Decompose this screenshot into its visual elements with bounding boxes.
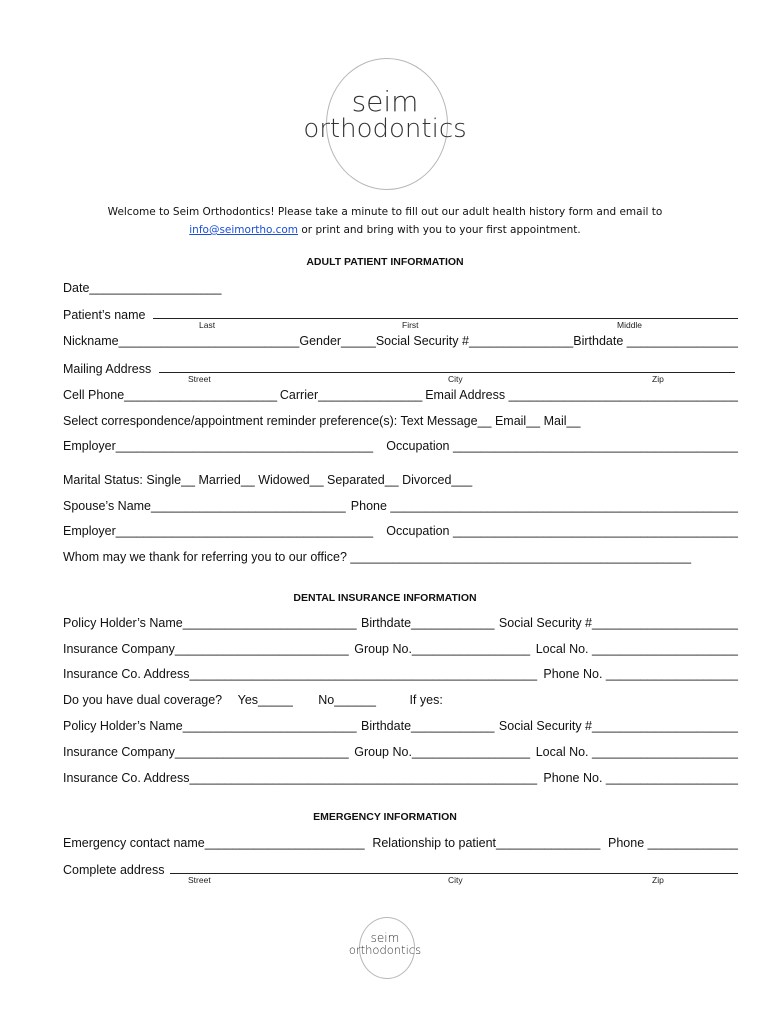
logo-word-seim: seim xyxy=(351,85,419,118)
section-heading-insurance: DENTAL INSURANCE INFORMATION xyxy=(293,592,477,604)
referral-field[interactable]: Whom may we thank for referring you to our office? _________________________________________________ xyxy=(63,550,692,564)
holder2-row xyxy=(63,719,738,733)
sub-label-zip: Zip xyxy=(652,374,664,384)
dual-coverage-label: Do you have dual coverage? xyxy=(63,693,223,707)
if-yes-label: If yes: xyxy=(409,693,443,707)
sub-label-middle: Middle xyxy=(617,320,643,330)
seim-logo xyxy=(298,58,472,190)
spouse-phone-field[interactable]: Phone __________________________________________________ xyxy=(350,499,738,513)
insurance-company-field[interactable]: Insurance Company_________________________ xyxy=(63,642,349,656)
insurance-address2-field[interactable]: Insurance Co. Address__________________________________________________ xyxy=(63,771,538,785)
complete-address-label: Complete address xyxy=(63,863,165,877)
spouse-name-field[interactable]: Spouse’s Name____________________________ xyxy=(63,499,346,513)
footer-logo-word-orthodontics: orthodontics xyxy=(348,943,422,957)
insurance-address-field[interactable]: Insurance Co. Address__________________________________________________ xyxy=(63,667,538,681)
employer-row xyxy=(63,439,738,453)
logo-word-orthodontics: orthodontics xyxy=(303,114,467,144)
cell-phone-field[interactable]: Cell Phone______________________ xyxy=(63,388,278,402)
spouse-row xyxy=(63,499,738,513)
email-address-field[interactable]: Email Address _________________________________ xyxy=(425,388,738,402)
welcome-line-1: Welcome to Seim Orthodontics! Please take a minute to fill out our adult health history form and email to xyxy=(107,206,663,218)
patient-name-field[interactable] xyxy=(153,307,738,319)
insurance-phone2-field[interactable]: Phone No. ___________________ xyxy=(543,771,738,785)
patient-name-label: Patient’s name xyxy=(63,308,146,322)
emergency-contact-row xyxy=(63,836,738,850)
holder-row xyxy=(63,616,738,630)
company2-row xyxy=(63,745,738,759)
holder2-birthdate-field[interactable]: Birthdate____________ xyxy=(360,719,495,733)
mailing-label: Mailing Address xyxy=(63,362,152,376)
cell-row xyxy=(63,388,738,402)
occupation2-field[interactable]: Occupation _________________________________________ xyxy=(386,524,738,538)
policy-holder-field[interactable]: Policy Holder’s Name_________________________ xyxy=(63,616,357,630)
date-field[interactable]: Date___________________ xyxy=(63,281,222,295)
emergency-phone-field[interactable]: Phone _____________ xyxy=(608,836,738,850)
mailing-field[interactable] xyxy=(159,361,735,373)
employer-field[interactable]: Employer_____________________________________ xyxy=(63,439,374,453)
sub-label-street: Street xyxy=(188,374,211,384)
sub-label-city: City xyxy=(448,374,463,384)
welcome-line-2 xyxy=(60,224,710,236)
holder-birthdate-field[interactable]: Birthdate____________ xyxy=(360,616,495,630)
dual-coverage-row xyxy=(63,693,738,707)
relationship-field[interactable]: Relationship to patient_______________ xyxy=(372,836,601,850)
insurance-phone-field[interactable]: Phone No. ___________________ xyxy=(543,667,738,681)
em-sub-label-city: City xyxy=(448,875,463,885)
welcome-line-2-rest: or print and bring with you to your first appointment. xyxy=(298,224,581,236)
em-sub-label-street: Street xyxy=(188,875,211,885)
section-heading-emergency: EMERGENCY INFORMATION xyxy=(313,811,457,823)
seim-logo-footer xyxy=(345,917,425,979)
group-no-field[interactable]: Group No._________________ xyxy=(354,642,531,656)
employer2-field[interactable]: Employer_____________________________________ xyxy=(63,524,374,538)
emergency-contact-field[interactable]: Emergency contact name_______________________ xyxy=(63,836,365,850)
complete-address-row xyxy=(63,862,738,877)
gender-field[interactable]: Gender_____ xyxy=(299,334,376,348)
em-sub-label-zip: Zip xyxy=(652,875,664,885)
local-no-field[interactable]: Local No. _____________________ xyxy=(535,642,738,656)
ssn-field[interactable]: Social Security #_______________ xyxy=(375,334,574,348)
footer-logo-word-seim: seim xyxy=(370,931,400,945)
local-no2-field[interactable]: Local No. _____________________ xyxy=(535,745,738,759)
mailing-row xyxy=(63,361,738,376)
section-heading-patient: ADULT PATIENT INFORMATION xyxy=(306,256,464,268)
dual-yes-field[interactable]: Yes_____ xyxy=(237,693,293,707)
complete-address-field[interactable] xyxy=(170,862,738,874)
holder-ssn-field[interactable]: Social Security #_____________________ xyxy=(498,616,738,630)
birthdate-field[interactable]: Birthdate ________________ xyxy=(573,334,738,348)
ins-address-row xyxy=(63,667,738,681)
insurance-company2-field[interactable]: Insurance Company_________________________ xyxy=(63,745,349,759)
dual-no-field[interactable]: No______ xyxy=(318,693,376,707)
marital-status-row[interactable]: Marital Status: Single__ Married__ Widowed__ Separated__ Divorced___ xyxy=(63,473,473,487)
company-row xyxy=(63,642,738,656)
preference-row[interactable]: Select correspondence/appointment reminder preference(s): Text Message__ Email__ Mail__ xyxy=(63,414,581,428)
nickname-row xyxy=(63,334,738,348)
email-link[interactable]: info@seimortho.com xyxy=(189,224,299,236)
group-no2-field[interactable]: Group No._________________ xyxy=(354,745,531,759)
sub-label-first: First xyxy=(402,320,419,330)
employer2-row xyxy=(63,524,738,538)
holder2-ssn-field[interactable]: Social Security #_____________________ xyxy=(498,719,738,733)
occupation-field[interactable]: Occupation _________________________________________ xyxy=(386,439,738,453)
policy-holder2-field[interactable]: Policy Holder’s Name_________________________ xyxy=(63,719,357,733)
ins-address2-row xyxy=(63,771,738,785)
carrier-field[interactable]: Carrier_______________ xyxy=(279,388,423,402)
sub-label-last: Last xyxy=(199,320,216,330)
nickname-field[interactable]: Nickname__________________________ xyxy=(63,334,300,348)
